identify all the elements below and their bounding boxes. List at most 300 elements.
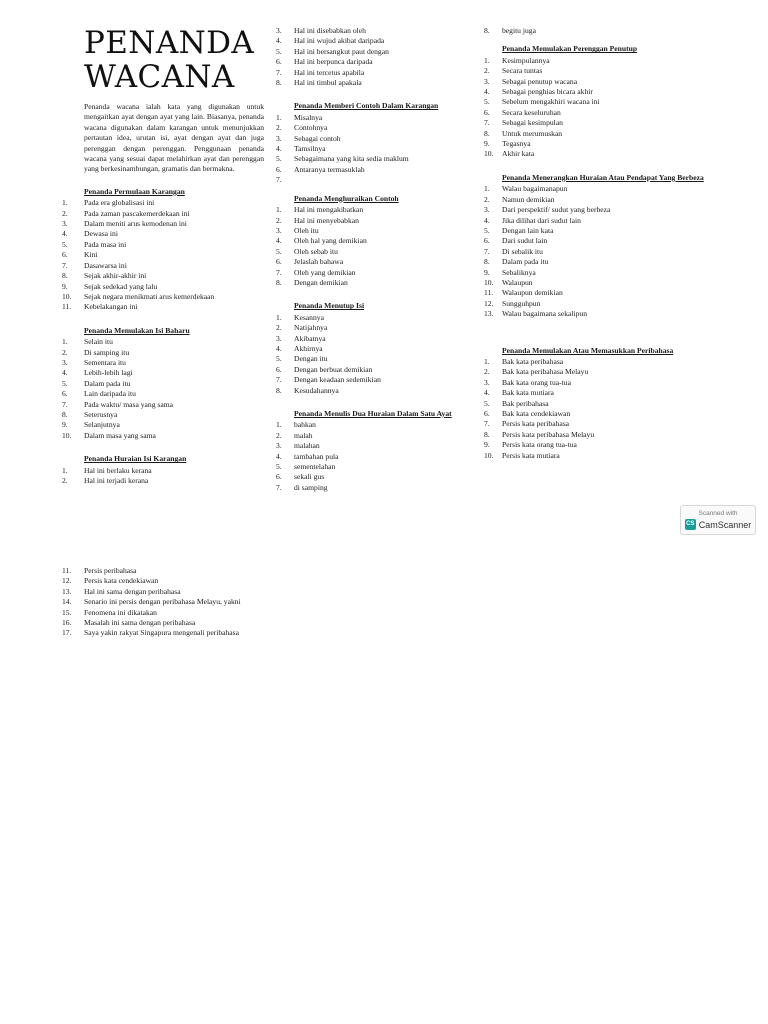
list-item-number: 13. xyxy=(62,586,72,596)
list-item-text: tambahan pula xyxy=(294,451,339,461)
list-item xyxy=(484,440,712,450)
list-item-number: 5. xyxy=(62,378,68,388)
list-item-text: Sejak akhir-akhir ini xyxy=(84,271,147,281)
list-item-text: Jelaslah bahawa xyxy=(294,257,344,267)
list-item xyxy=(62,389,268,399)
list-item xyxy=(62,292,268,302)
list-item xyxy=(484,226,712,236)
column-3-sections xyxy=(484,36,712,461)
list-item-text: Misalnya xyxy=(294,112,323,122)
list-item-number: 1. xyxy=(62,198,68,208)
list-item xyxy=(62,379,268,389)
list-item xyxy=(62,250,268,260)
list-item-text: Hal ini tercetus apabila xyxy=(294,67,365,77)
list-item-number: 1. xyxy=(276,312,282,322)
list-item-number: 2. xyxy=(62,347,68,357)
list-item-text: Lebih-lebih lagi xyxy=(84,368,133,378)
list-item-number: 4. xyxy=(276,236,282,246)
list-item xyxy=(276,323,476,333)
list-item-number: 3. xyxy=(276,133,282,143)
list-item-text: Pada masa ini xyxy=(84,239,127,249)
list-item-number: 2. xyxy=(484,66,490,76)
list-item-text: Seterusnya xyxy=(84,409,118,419)
list-item-number: 2. xyxy=(484,367,490,377)
list-item xyxy=(276,226,476,236)
column-2-continued-list xyxy=(276,26,476,88)
list-item-text: Kesudahannya xyxy=(294,385,339,395)
list-item xyxy=(484,399,712,409)
list-item xyxy=(62,302,268,312)
list-item-text: di samping xyxy=(294,482,328,492)
list-item-number: 4. xyxy=(484,215,490,225)
list-item xyxy=(276,134,476,144)
list-item xyxy=(276,123,476,133)
list-item-number: 1. xyxy=(276,420,282,430)
peribahasa-continued-list xyxy=(62,566,268,639)
camscanner-brand xyxy=(681,519,755,530)
list-item-number: 11. xyxy=(62,302,72,312)
section-heading: Penanda Permulaan Karangan xyxy=(84,186,185,196)
list-item-number: 13. xyxy=(484,309,494,319)
list-item-text: Untuk merumuskan xyxy=(502,128,563,138)
list-item xyxy=(62,576,268,586)
list-item xyxy=(62,618,268,628)
list-item-text: Fenomena ini dikatakan xyxy=(84,607,157,617)
list-item-number: 3. xyxy=(276,225,282,235)
list-item-number: 6. xyxy=(276,57,282,67)
list-item-number: 4. xyxy=(62,229,68,239)
list-item-text: Bak peribahasa xyxy=(502,398,549,408)
list-item xyxy=(62,476,268,486)
list-item-number: 10. xyxy=(484,149,494,159)
list-item-text: Oleh hal yang demikian xyxy=(294,236,367,246)
list-item xyxy=(276,78,476,88)
list-item-text: Akhirnya xyxy=(294,343,323,353)
list-item-number: 1. xyxy=(62,465,68,475)
list-item xyxy=(62,628,268,638)
section-list xyxy=(276,205,476,288)
list-item xyxy=(484,278,712,288)
list-item-number: 3. xyxy=(484,76,490,86)
list-item-text: Tamsilnya xyxy=(294,144,326,154)
list-item xyxy=(62,282,268,292)
list-item xyxy=(62,261,268,271)
list-item-number: 7. xyxy=(484,246,490,256)
list-item xyxy=(276,68,476,78)
list-item xyxy=(276,175,476,185)
list-item xyxy=(484,195,712,205)
list-item-text: Saya yakin rakyat Singapura mengenali peribahasa xyxy=(84,628,239,638)
column-3-continued-list xyxy=(484,26,712,36)
list-item xyxy=(276,472,476,482)
list-item-number: 8. xyxy=(276,385,282,395)
list-item xyxy=(62,198,268,208)
list-item xyxy=(276,268,476,278)
list-item-text: Dalam masa yang sama xyxy=(84,430,156,440)
list-item xyxy=(62,240,268,250)
list-item xyxy=(484,184,712,194)
list-item-number: 6. xyxy=(484,107,490,117)
list-item-text: Hal ini terjadi kerana xyxy=(84,476,149,485)
list-item xyxy=(276,154,476,164)
title-line-1: PENANDA xyxy=(84,25,255,61)
list-item-text: Jika dilihat dari sudut lain xyxy=(502,215,581,225)
list-item-number: 10. xyxy=(484,277,494,287)
section-heading: Penanda Menghuraikan Contoh xyxy=(294,193,399,203)
list-item-text: Sebelum mengakhiri wacana ini xyxy=(502,97,600,107)
list-item-text: Hal ini timbul apakala xyxy=(294,78,362,88)
list-item-number: 3. xyxy=(484,377,490,387)
list-item-number: 7. xyxy=(62,260,68,270)
list-item xyxy=(484,268,712,278)
list-item-number: 6. xyxy=(62,250,68,260)
list-item-text: Masalah ini sama dengan peribahasa xyxy=(84,618,196,628)
list-item-text: Sejak sedekad yang lalu xyxy=(84,281,158,291)
list-item-number: 4. xyxy=(484,87,490,97)
list-item-number: 7. xyxy=(276,175,282,185)
column-1 xyxy=(62,26,268,486)
list-item-text: Dengan berbuat demikian xyxy=(294,364,373,374)
list-item xyxy=(62,420,268,430)
list-item-text: Natijahnya xyxy=(294,323,328,333)
list-item-number: 7. xyxy=(276,375,282,385)
section-spacer xyxy=(62,313,268,326)
list-item-text: Kini xyxy=(84,250,98,260)
list-item xyxy=(276,441,476,451)
list-item-number: 5. xyxy=(276,46,282,56)
list-item-number: 5. xyxy=(484,97,490,107)
list-item-number: 11. xyxy=(62,566,72,575)
list-item-text: Sejak negara menikmati arus kemerdekaan xyxy=(84,291,215,301)
column-1-sections xyxy=(62,187,268,487)
list-item xyxy=(62,348,268,358)
list-item-text: Contohnya xyxy=(294,123,328,133)
list-item xyxy=(62,410,268,420)
list-item xyxy=(484,66,712,76)
list-item-text: Dalam pada itu xyxy=(84,378,131,388)
list-item xyxy=(62,587,268,597)
section-heading: Penanda Huraian Isi Karangan xyxy=(84,454,187,464)
list-item xyxy=(484,118,712,128)
list-item xyxy=(62,271,268,281)
list-item xyxy=(484,309,712,319)
column-4 xyxy=(62,566,268,639)
title-line-2: WACANA xyxy=(84,59,235,95)
document-title xyxy=(84,26,268,94)
list-item xyxy=(276,375,476,385)
list-item-text: Kesannya xyxy=(294,312,324,322)
list-item-number: 8. xyxy=(484,26,490,35)
list-item-text: Oleh yang demikian xyxy=(294,267,356,277)
list-item xyxy=(276,205,476,215)
list-item-number: 3. xyxy=(276,333,282,343)
list-item-number: 6. xyxy=(484,409,490,418)
list-item-text: Walau bagaimana sekalipun xyxy=(502,309,587,319)
list-item-number: 11. xyxy=(484,288,494,298)
list-item-text: Senario ini persis dengan peribahasa Melayu, yakni xyxy=(84,597,241,607)
camscanner-logo-icon: CS xyxy=(685,519,696,530)
list-item-text: Dengan lain kata xyxy=(502,225,554,235)
list-item-number: 1. xyxy=(484,55,490,65)
list-item-number: 8. xyxy=(276,277,282,287)
list-item-text: Sebagai penghias bicara akhir xyxy=(502,87,593,97)
list-item xyxy=(276,278,476,288)
list-item-text: Antaranya termasuklah xyxy=(294,164,365,174)
list-item-number: 1. xyxy=(62,337,68,347)
section-spacer xyxy=(276,288,476,301)
list-item-text: Persis peribahasa xyxy=(84,566,137,575)
list-item-text: Sebagai kesimpulan xyxy=(502,118,563,128)
section-list xyxy=(276,420,476,493)
list-item-text: malah xyxy=(294,430,313,440)
list-item-text: Dasawarsa ini xyxy=(84,260,127,270)
list-item xyxy=(484,451,712,461)
list-item-text: Dari sudut lain xyxy=(502,236,548,246)
list-item-number: 4. xyxy=(62,368,68,378)
scanned-with-label: Scanned with xyxy=(698,510,738,517)
list-item xyxy=(62,431,268,441)
list-item-text: Sebagaimana yang kita sedia maklum xyxy=(294,154,409,164)
list-item xyxy=(484,205,712,215)
list-item xyxy=(484,236,712,246)
list-item-text: Oleh sebab itu xyxy=(294,246,338,256)
list-item xyxy=(484,247,712,257)
section-heading: Penanda Menutup Isi xyxy=(294,301,365,311)
list-item-number: 7. xyxy=(484,118,490,128)
list-item xyxy=(484,367,712,377)
list-item-number: 3. xyxy=(276,441,282,451)
section-list xyxy=(484,56,712,160)
list-item-number: 3. xyxy=(62,357,68,367)
section-spacer xyxy=(62,441,268,454)
list-item-number: 6. xyxy=(276,257,282,267)
list-item xyxy=(484,87,712,97)
list-item xyxy=(484,299,712,309)
list-item xyxy=(276,36,476,46)
list-item-number: 5. xyxy=(276,154,282,164)
list-item xyxy=(484,26,712,36)
list-item xyxy=(484,430,712,440)
list-item xyxy=(62,229,268,239)
camscanner-brand-label: CamScanner xyxy=(698,519,752,530)
list-item-text: Akhir kata xyxy=(502,149,535,159)
list-item-text: Hal ini bersangkut paut dengan xyxy=(294,46,389,56)
list-item-text: Persis kata mutiara xyxy=(502,450,560,460)
list-item xyxy=(62,219,268,229)
intro-paragraph: Penanda wacana ialah kata yang digunakan untuk mengaitkan ayat dengan ayat yang lain. Biasanya, penanda wacana digunakan dalam karangan untuk menunjukkan pertautan idea, urutan isi, ayat dengan ayat dan juga perenggan dengan perenggan. Penggunaan penanda wacana yang sesuai dapat melahirkan ayat dan perenggan yang berkesinambungan, gramatis dan bermakna. xyxy=(84,102,264,174)
list-item-text: Sebagai contoh xyxy=(294,133,341,143)
list-item-text: Sungguhpun xyxy=(502,298,541,308)
list-item xyxy=(276,144,476,154)
list-item-text: begitu juga xyxy=(502,26,536,35)
list-item-number: 10. xyxy=(62,430,72,440)
list-item xyxy=(276,257,476,267)
list-item-number: 8. xyxy=(484,429,490,439)
list-item-text: Lain daripada itu xyxy=(84,389,136,399)
list-item-text: Walau bagaimanapun xyxy=(502,184,568,194)
list-item-text: Dalam pada itu xyxy=(502,257,549,267)
list-item-text: Hal ini berlaku kerana xyxy=(84,465,152,475)
list-item-number: 1. xyxy=(276,205,282,215)
list-item-number: 9. xyxy=(62,420,68,430)
list-item-text: Hal ini berpunca daripada xyxy=(294,57,373,67)
list-item-number: 2. xyxy=(276,430,282,440)
list-item-text xyxy=(294,175,476,185)
list-item-text: Sebaliknya xyxy=(502,267,536,277)
list-item-text: Akibatnya xyxy=(294,333,326,343)
list-item xyxy=(484,216,712,226)
list-item-text: Bak kata peribahasa xyxy=(502,356,564,366)
list-item xyxy=(276,365,476,375)
list-item-number: 2. xyxy=(276,123,282,133)
section-list xyxy=(484,184,712,319)
list-item-number: 8. xyxy=(484,257,490,267)
section-heading: Penanda Memulakan Perenggan Penutup xyxy=(502,44,638,54)
list-item-text: Persis kata peribahasa Melayu xyxy=(502,429,595,439)
list-item-text: Dengan demikian xyxy=(294,277,348,287)
list-item-number: 7. xyxy=(484,419,490,429)
list-item-text: Kebelakangan ini xyxy=(84,302,138,312)
list-item-text: Tegasnya xyxy=(502,139,531,149)
section-spacer xyxy=(484,160,712,173)
camscanner-badge xyxy=(680,505,756,535)
list-item xyxy=(276,313,476,323)
list-item-number: 7. xyxy=(276,482,282,492)
list-item-text: Oleh itu xyxy=(294,225,319,235)
list-item xyxy=(62,597,268,607)
list-item xyxy=(62,337,268,347)
list-item-text: Dengan itu xyxy=(294,354,328,364)
list-item-text: Namun demikian xyxy=(502,194,555,204)
list-item-number: 8. xyxy=(484,128,490,138)
section-list xyxy=(276,313,476,396)
list-item-number: 14. xyxy=(62,597,72,607)
list-item xyxy=(276,113,476,123)
list-item xyxy=(484,288,712,298)
list-item-number: 16. xyxy=(62,618,72,628)
list-item-number: 12. xyxy=(62,576,72,586)
list-item-text: Hal ini disebabkan oleh xyxy=(294,26,366,35)
list-item-number: 5. xyxy=(62,239,68,249)
list-item-number: 10. xyxy=(484,450,494,460)
list-item xyxy=(484,139,712,149)
list-item-text: bahkan xyxy=(294,420,316,430)
list-item-number: 9. xyxy=(484,139,490,149)
list-item-number: 4. xyxy=(276,36,282,46)
list-item-text: Hal ini mengakibatkan xyxy=(294,205,364,215)
list-item xyxy=(484,388,712,398)
column-3 xyxy=(484,26,712,461)
list-item-number: 4. xyxy=(276,343,282,353)
section-heading: Penanda Memulakan Isi Baharu xyxy=(84,325,190,335)
list-item xyxy=(276,236,476,246)
section-heading: Penanda Memberi Contoh Dalam Karangan xyxy=(294,101,439,111)
list-item-number: 3. xyxy=(62,219,68,229)
list-item xyxy=(62,358,268,368)
list-item-number: 4. xyxy=(276,451,282,461)
list-item-number: 4. xyxy=(484,388,490,398)
section-list xyxy=(62,337,268,441)
list-item-number: 7. xyxy=(276,267,282,277)
list-item-number: 6. xyxy=(276,164,282,174)
list-item-number: 9. xyxy=(484,440,490,450)
list-item-text: Hal ini sama dengan peribahasa xyxy=(84,586,181,596)
list-item xyxy=(62,566,268,576)
list-item-text: Hal ini wujud akibat daripada xyxy=(294,36,385,46)
list-item-text: Pada zaman pascakemerdekaan ini xyxy=(84,208,190,218)
list-item-number: 10. xyxy=(62,291,72,301)
list-item xyxy=(276,216,476,226)
column-2-sections xyxy=(276,88,476,493)
list-item-text: Secara keseluruhan xyxy=(502,107,561,117)
list-item-number: 2. xyxy=(276,215,282,225)
list-item xyxy=(62,400,268,410)
list-item xyxy=(62,368,268,378)
list-item-text: Bak kata cendekiawan xyxy=(502,409,571,418)
list-item xyxy=(484,149,712,159)
list-item-number: 5. xyxy=(484,225,490,235)
list-item-number: 8. xyxy=(62,409,68,419)
list-item xyxy=(276,420,476,430)
list-item xyxy=(484,97,712,107)
list-item xyxy=(484,409,712,419)
list-item xyxy=(484,129,712,139)
list-item-number: 6. xyxy=(276,364,282,374)
list-item-number: 7. xyxy=(276,67,282,77)
list-item xyxy=(276,26,476,36)
section-list xyxy=(62,466,268,487)
list-item-text: sekali gus xyxy=(294,472,325,482)
list-item xyxy=(484,357,712,367)
list-item-number: 12. xyxy=(484,298,494,308)
section-list xyxy=(276,113,476,186)
list-item-number: 8. xyxy=(62,271,68,281)
list-item-number: 9. xyxy=(62,281,68,291)
list-item-text: Di sebalik itu xyxy=(502,246,543,256)
list-item-text: Bak kata orang tua-tua xyxy=(502,377,571,387)
list-item-number: 3. xyxy=(276,26,282,35)
list-item-text: Persis kata cendekiawan xyxy=(84,576,159,586)
list-item-text: Di samping itu xyxy=(84,347,130,357)
section-heading: Penanda Memulakan Atau Memasukkan Peribahasa xyxy=(502,345,674,355)
list-item-number: 5. xyxy=(276,354,282,364)
list-item xyxy=(276,386,476,396)
list-item-text: Walaupun demikian xyxy=(502,288,563,298)
list-item xyxy=(276,57,476,67)
list-item-text: Pada era globalisasi ini xyxy=(84,198,155,208)
list-item xyxy=(484,419,712,429)
list-item-number: 1. xyxy=(484,184,490,194)
section-heading: Penanda Menerangkan Huraian Atau Pendapat Yang Berbeza xyxy=(502,172,704,182)
list-item xyxy=(276,452,476,462)
list-item xyxy=(484,108,712,118)
list-item xyxy=(62,466,268,476)
list-item xyxy=(276,483,476,493)
list-item-number: 17. xyxy=(62,628,72,638)
list-item-text: Kesimpulannya xyxy=(502,55,550,65)
list-item-text: Sebagai penutup wacana xyxy=(502,76,578,86)
section-spacer xyxy=(484,36,712,44)
list-item xyxy=(276,344,476,354)
list-item-text: Dewasa ini xyxy=(84,229,118,239)
list-item-number: 15. xyxy=(62,607,72,617)
list-item xyxy=(484,378,712,388)
list-item-text: malahan xyxy=(294,441,320,451)
list-item xyxy=(276,462,476,472)
list-item-number: 2. xyxy=(276,323,282,333)
list-item-text: Bak kata mutiara xyxy=(502,388,554,398)
list-item-number: 9. xyxy=(484,267,490,277)
